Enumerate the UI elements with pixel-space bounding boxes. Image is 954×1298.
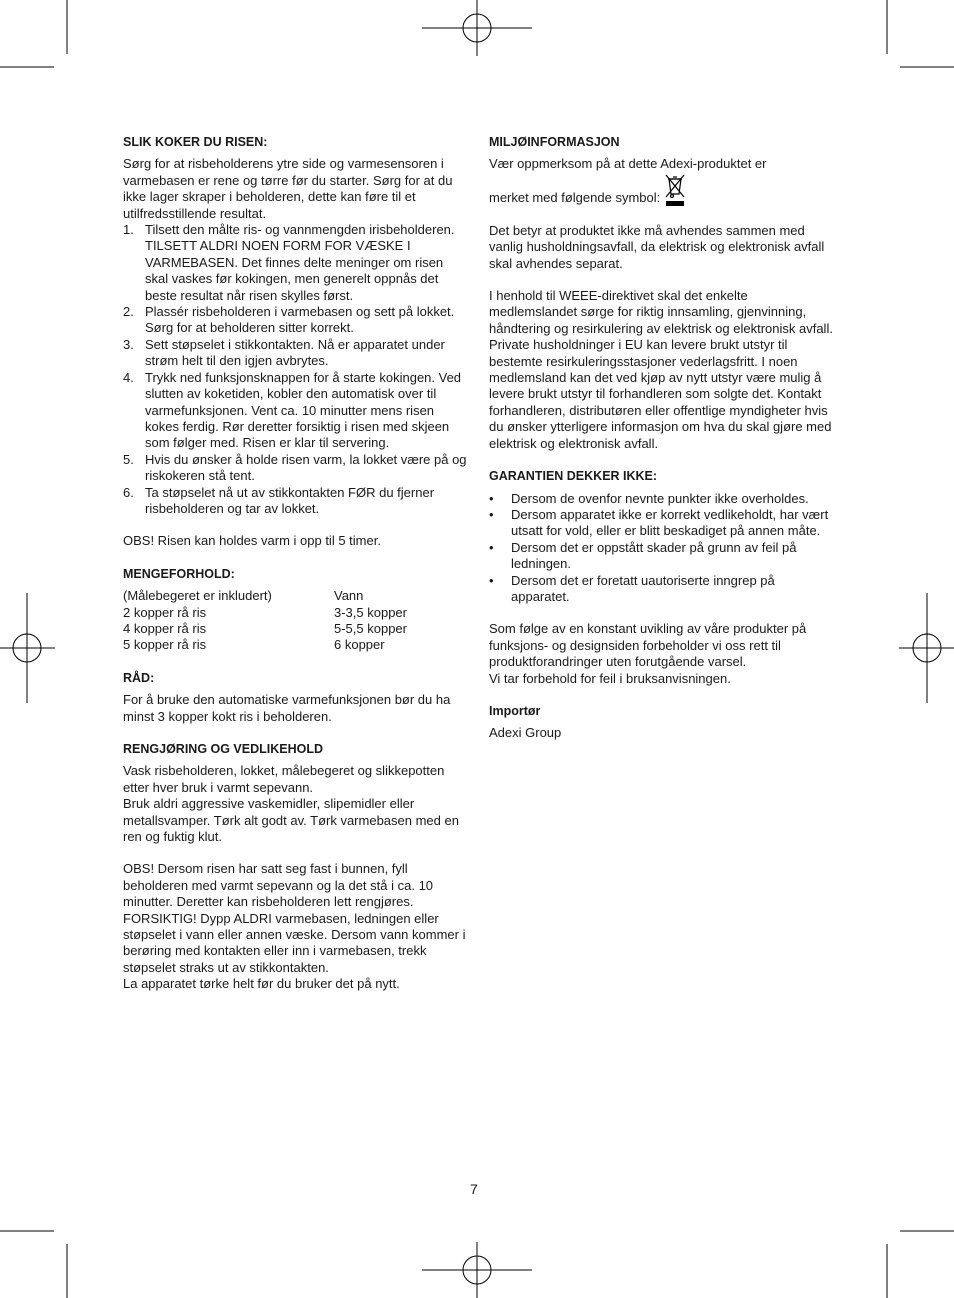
page-number: 7 — [470, 1181, 478, 1197]
table-row: 5 kopper rå ris 6 kopper — [123, 637, 385, 653]
cleaning-paragraph: Bruk aldri aggressive vaskemidler, slipemidler eller metallsvamper. Tørk alt godt av. Tørk varmebasen med en ren og fuktig klut. — [123, 796, 459, 845]
right-column — [489, 134, 834, 742]
warranty-paragraph: Vi tar forbehold for feil i bruksanvisningen. — [489, 670, 731, 686]
symbol-line — [489, 173, 834, 207]
list-item: • Dersom apparatet ikke er korrekt vedlikeholdt, har vært utsatt for vold, eller er blitt beskadiget på annen måte. — [489, 506, 829, 539]
section-heading-importer: Importør — [489, 703, 541, 718]
section-heading-advice: RÅD: — [123, 670, 155, 685]
list-item: • Dersom det er oppstått skader på grunn av feil på ledningen. — [489, 539, 797, 572]
step-item: 4. Trykk ned funksjonsknappen for å starte kokingen. Ved slutten av koketiden, kobler den automatisk over til varmefunksjonen. Vent ca. 10 minutter mens risen kokes ferdig. Rør deretter forsiktig i risen med skjeen som følger med. Risen er klar til servering. — [123, 369, 462, 451]
left-column — [123, 134, 468, 993]
warranty-exclusions — [489, 491, 834, 606]
section-heading-warranty: GARANTIEN DEKKER IKKE: — [489, 469, 658, 484]
advice-text: For å bruke den automatiske varmefunksjonen bør du ha minst 3 kopper kokt ris i beholderen. — [123, 692, 451, 724]
cooking-steps — [123, 222, 468, 517]
step-item: 5. Hvis du ønsker å holde risen varm, la lokket være på og riskokeren stå tent. — [123, 451, 467, 484]
importer-name: Adexi Group — [489, 725, 562, 741]
keep-warm-note: OBS! Risen kan holdes varm i opp til 5 timer. — [123, 533, 381, 549]
cleaning-warning: FORSIKTIG! Dypp ALDRI varmebasen, ledningen eller støpselet i vann eller annen væske. Dersom vann kommer i berøring med kontakten eller inn i varmebasen, trekk støpselet straks ut av stikkontakten. — [123, 910, 466, 975]
step-item: 6. Ta støpselet nå ut av stikkontakten FØR du fjerner risbeholderen og tar av lokket. — [123, 484, 435, 516]
warranty-paragraph: Som følge av en konstant uvikling av våre produkter på funksjons- og designsiden forbeholder vi oss rett til produktforandringer uten forutgående varsel. — [489, 621, 807, 670]
table-row: 4 kopper rå ris 5-5,5 kopper — [123, 620, 407, 636]
cleaning-paragraph: La apparatet tørke helt før du bruker det på nytt. — [123, 976, 400, 992]
ratio-table — [123, 588, 407, 654]
list-item: • Dersom det er foretatt uautoriserte inngrep på apparatet. — [489, 572, 775, 604]
table-row: (Målebegeret er inkludert) Vann — [123, 588, 364, 604]
environment-paragraph: merket med følgende symbol: — [489, 190, 661, 206]
step-item: 1. Tilsett den målte ris- og vannmengden irisbeholderen. TILSETT ALDRI NOEN FORM FOR VÆSKE I VARMEBASEN. Det finnes delte meninger om risen skal vaskes før kokingen, men generelt oppnås det beste resultat når risen skylles først. — [123, 222, 455, 303]
section-heading-cleaning: RENGJØRING OG VEDLIKEHOLD — [123, 742, 324, 756]
step-item: 2. Plassér risbeholderen i varmebasen og sett på lokket. Sørg for at beholderen sitter korrekt. — [123, 304, 455, 336]
cleaning-paragraph: OBS! Dersom risen har satt seg fast i bunnen, fyll beholderen med varmt sepevann og la det stå i ca. 10 minutter. Deretter kan risbeholderen lett rengjøres. — [123, 861, 434, 910]
table-row: 2 kopper rå ris 3-3,5 kopper — [123, 604, 407, 620]
crossed-out-wheelie-bin-icon — [664, 173, 686, 207]
section-heading-ratios: MENGEFORHOLD: — [123, 566, 235, 581]
cleaning-paragraph: Vask risbeholderen, lokket, målebegeret og slikkepotten etter hver bruk i varmt sepevann. — [123, 763, 445, 795]
step-item: 3. Sett støpselet i stikkontakten. Nå er apparatet under strøm helt til den igjen avbrytes. — [123, 336, 445, 369]
environment-paragraph: Det betyr at produktet ikke må avhendes sammen med vanlig husholdningsavfall, da elektrisk og elektronisk avfall skal avhendes separat. — [489, 222, 825, 271]
cooking-intro: Sørg for at risbeholderens ytre side og varmesensoren i varmebasen er rene og tørre før du starter. Sørg for at du ikke lager skraper i beholderen, dette kan føre til et utilfredsstillende resultat. — [123, 156, 453, 221]
environment-paragraph: I henhold til WEEE-direktivet skal det enkelte medlemslandet sørge for riktig innsamling, gjenvinning, håndtering og resirkulering av elektrisk og elektronisk avfall. Private husholdninger i EU kan levere brukt utstyr til bestemte resirkuleringsstasjoner vederlagsfritt. I noen medlemsland kan det ved kjøp av nytt utstyr være mulig å levere brukt utstyr til forhandleren som solgte det. Kontakt forhandleren, distributøren eller offentlige myndigheter hvis du ønsker ytterligere informasjon om hva du skal gjøre med elektrisk og elektronisk avfall. — [489, 288, 833, 451]
list-item: • Dersom de ovenfor nevnte punkter ikke overholdes. — [489, 490, 809, 506]
environment-paragraph: Vær oppmerksom på at dette Adexi-produktet er — [489, 156, 767, 172]
section-heading-environment: MILJØINFORMASJON — [489, 135, 620, 149]
section-heading-cooking: SLIK KOKER DU RISEN: — [123, 135, 268, 149]
